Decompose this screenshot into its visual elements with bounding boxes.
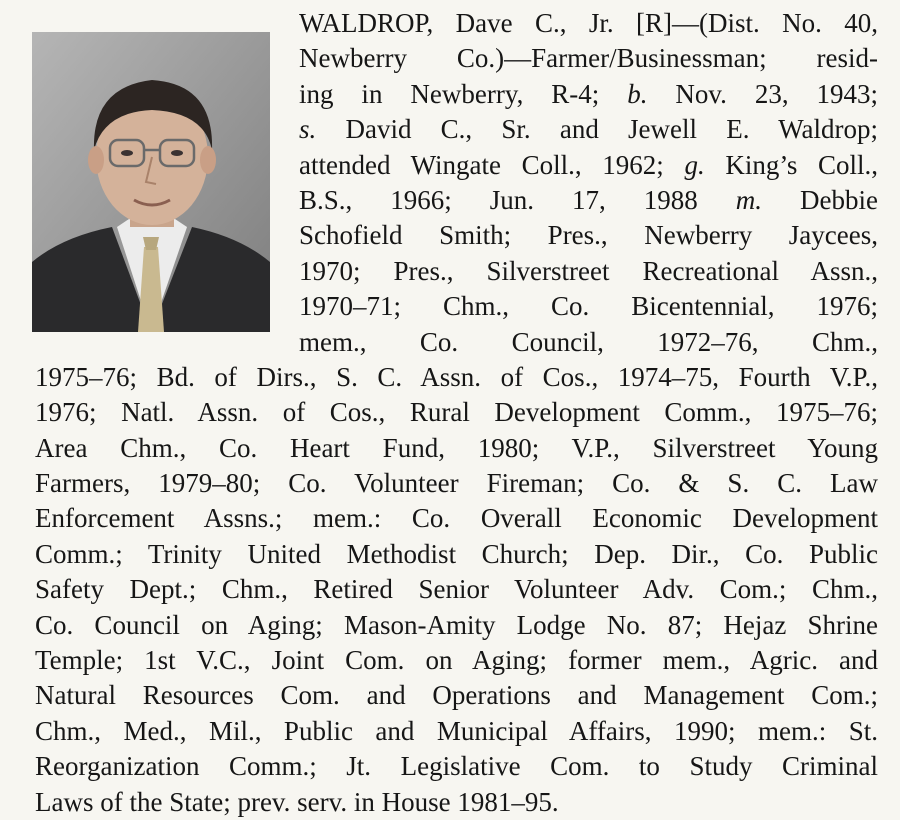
bio-line bbox=[299, 325, 878, 360]
bio-line bbox=[35, 749, 878, 784]
bio-text: mem., Co. Council, 1972–76, Chm., bbox=[299, 326, 878, 357]
bio-line bbox=[35, 678, 878, 713]
bio-line bbox=[299, 289, 878, 324]
bio-line bbox=[35, 714, 878, 749]
bio-line bbox=[35, 608, 878, 643]
bio-text: WALDROP, Dave C., Jr. [R]—(Dist. No. 40, bbox=[299, 8, 878, 38]
bio-line bbox=[35, 572, 878, 607]
bio-line bbox=[35, 431, 878, 466]
bio-text: 1975–76; Bd. of Dirs., S. C. Assn. of Cos., 1974–75, Fourth V.P., bbox=[35, 361, 878, 392]
bio-text: Comm.; Trinity United Methodist Church; Dep. Dir., Co. Public bbox=[35, 538, 878, 569]
bio-line bbox=[299, 77, 878, 112]
bio-line bbox=[299, 254, 878, 289]
bio-line bbox=[299, 218, 878, 253]
bio-text: Debbie bbox=[762, 184, 878, 215]
bio-line bbox=[35, 395, 878, 430]
bio-text: Area Chm., Co. Heart Fund, 1980; V.P., Silverstreet Young bbox=[35, 432, 878, 463]
bio-abbreviation: s. bbox=[299, 114, 317, 145]
bio-text: David C., Sr. and Jewell E. Waldrop; bbox=[316, 114, 878, 145]
bio-abbreviation: g. bbox=[684, 149, 705, 180]
bio-line bbox=[299, 112, 878, 147]
bio-text: Natural Resources Com. and Operations and Management Com.; bbox=[35, 680, 878, 711]
biography-text bbox=[35, 6, 878, 820]
bio-text: Farmers, 1979–80; Co. Volunteer Fireman; Co. & S. C. Law bbox=[35, 468, 878, 499]
bio-text: B.S., 1966; Jun. 17, 1988 bbox=[299, 184, 736, 215]
bio-text: Laws of the State; prev. serv. in House 1981–95. bbox=[35, 786, 559, 817]
bio-text: Schofield Smith; Pres., Newberry Jaycees, bbox=[299, 220, 878, 251]
bio-line bbox=[299, 41, 878, 76]
bio-line bbox=[35, 537, 878, 572]
bio-text: attended Wingate Coll., 1962; bbox=[299, 149, 685, 180]
bio-text: Co. Council on Aging; Mason-Amity Lodge No. 87; Hejaz Shrine bbox=[35, 609, 878, 640]
bio-line bbox=[35, 466, 878, 501]
bio-text: Chm., Med., Mil., Public and Municipal Affairs, 1990; mem.: St. bbox=[35, 715, 878, 746]
bio-line bbox=[35, 643, 878, 678]
bio-abbreviation: m. bbox=[735, 184, 763, 215]
bio-text: Enforcement Assns.; mem.: Co. Overall Economic Development bbox=[35, 503, 878, 534]
bio-text: 1970–71; Chm., Co. Bicentennial, 1976; bbox=[299, 291, 878, 322]
bio-text: King’s Coll., bbox=[704, 149, 878, 180]
bio-text: Reorganization Comm.; Jt. Legislative Com. to Study Criminal bbox=[35, 751, 878, 782]
bio-text: Nov. 23, 1943; bbox=[647, 78, 879, 109]
bio-text: Temple; 1st V.C., Joint Com. on Aging; former mem., Agric. and bbox=[35, 645, 878, 676]
bio-abbreviation: b. bbox=[627, 78, 648, 109]
bio-line bbox=[299, 6, 878, 41]
bio-text: 1976; Natl. Assn. of Cos., Rural Development Comm., 1975–76; bbox=[35, 397, 878, 428]
bio-text: 1970; Pres., Silverstreet Recreational Assn., bbox=[299, 255, 878, 286]
bio-text: ing in Newberry, R-4; bbox=[299, 78, 628, 109]
bio-text: Safety Dept.; Chm., Retired Senior Volunteer Adv. Com.; Chm., bbox=[35, 574, 878, 605]
bio-line bbox=[35, 501, 878, 536]
bio-text: Newberry Co.)—Farmer/Businessman; resid- bbox=[299, 43, 878, 74]
bio-line bbox=[299, 148, 878, 183]
bio-line bbox=[35, 360, 878, 395]
bio-line bbox=[299, 183, 878, 218]
